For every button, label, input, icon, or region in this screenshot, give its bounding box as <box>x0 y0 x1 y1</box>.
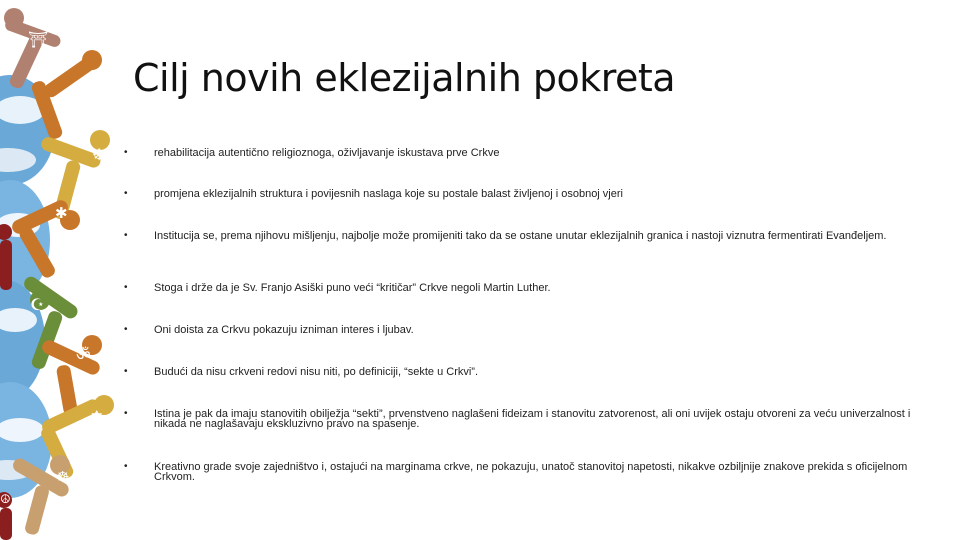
bullet-item <box>122 325 912 335</box>
bullet-marker: • <box>124 324 128 335</box>
person-figure-1 <box>4 8 63 90</box>
slide-title: Cilj novih eklezijalnih pokreta <box>133 56 676 100</box>
bullet-item <box>122 409 912 429</box>
star-of-david-icon: ✡ <box>90 407 104 426</box>
bullet-text: Stoga i drže da je Sv. Franjo Asiški puno veći “kritičar” Crkve negoli Martin Luther. <box>154 282 551 294</box>
bullet-item <box>122 189 912 199</box>
bullet-item <box>122 231 912 241</box>
bullet-text: Oni doista za Crkvu pokazuju izniman interes i ljubav. <box>154 324 414 336</box>
interfaith-people-illustration <box>0 0 125 540</box>
bullet-text: Institucija se, prema njihovu mišljenju, najbolje može promijeniti tako da se ostane unutar eklezijalnih granica i nastoji viznutra fermentirati Evanđeljem. <box>154 230 887 242</box>
bullet-text: promjena eklezijalnih struktura i povijesnih naslaga koje su postale balast življenoj i osobnoj vjeri <box>154 188 623 200</box>
bullet-text: rehabilitacija autentično religioznoga, oživljavanje iskustava prve Crkve <box>154 147 500 159</box>
star-icon: ✱ <box>55 204 68 222</box>
peace-icon: ☮ <box>0 492 11 506</box>
bullet-item <box>122 148 912 158</box>
cross-icon: ✝ <box>80 76 96 97</box>
bullet-item <box>122 462 912 482</box>
bullet-item <box>122 283 912 293</box>
bullet-item <box>122 367 912 377</box>
torii-icon: ⛩ <box>28 30 49 49</box>
bullet-marker: • <box>124 188 128 199</box>
bullet-marker: • <box>124 230 128 241</box>
dharma-wheel-icon: ☸ <box>92 145 107 164</box>
crescent-icon: ☪ <box>30 295 45 314</box>
bullet-text: Kreativno grade svoje zajedništvo i, ostajući na marginama crkve, ne pokazuju, unatoč stanovitoj napetosti, nikakve ozbiljnije znakove prekida s oficijelnom Crkvom. <box>154 461 908 483</box>
bullet-marker: • <box>124 461 128 472</box>
om-icon: ॐ <box>76 345 91 364</box>
bullet-marker: • <box>124 147 128 158</box>
wheel-icon: ☸ <box>56 468 70 486</box>
bullet-text: Budući da nisu crkveni redovi nisu niti, po definiciji, “sekte u Crkvi”. <box>154 366 479 378</box>
bullet-marker: • <box>124 408 128 419</box>
bullet-marker: • <box>124 282 128 293</box>
person-figure-5 <box>0 224 12 290</box>
bullet-text: Istina je pak da imaju stanovitih obilježja “sekti”, prvenstveno naglašeni fideizam i stanovitu zatvorenost, ali oni uvijek ostaju otvoreni za veću univerzalnost i nikada ne naglašavaju ekskluzivno pravo na spasenje. <box>154 408 911 430</box>
bullet-marker: • <box>124 366 128 377</box>
